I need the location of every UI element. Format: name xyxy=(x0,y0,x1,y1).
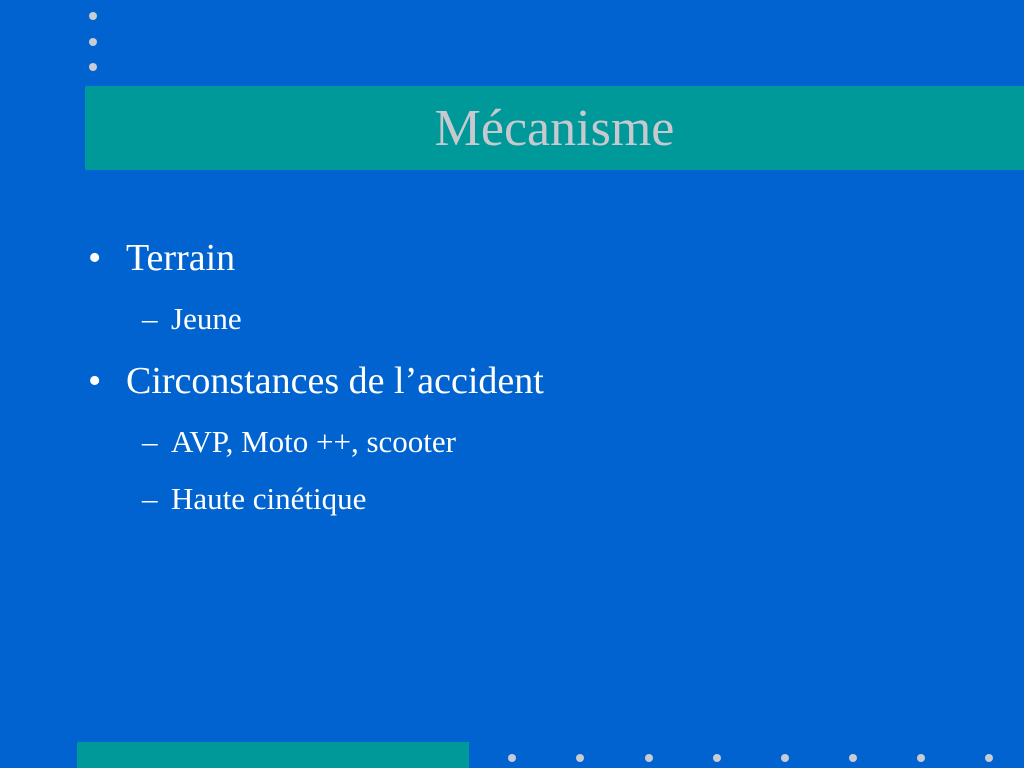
decorative-dot xyxy=(576,754,584,762)
decorative-dot xyxy=(89,63,97,71)
title-band xyxy=(85,86,1024,170)
sub-bullet-text: Haute cinétique xyxy=(171,481,367,516)
decorative-dot xyxy=(917,754,925,762)
decorative-dot xyxy=(781,754,789,762)
decorative-dot xyxy=(508,754,516,762)
bullet-text: Terrain xyxy=(126,237,236,279)
bullet-marker: • xyxy=(88,360,102,402)
sub-bullet-marker: – xyxy=(142,301,158,336)
bullet-marker: • xyxy=(88,237,102,279)
decorative-dot xyxy=(89,12,97,20)
sub-bullet-text: AVP, Moto ++, scooter xyxy=(171,424,456,459)
decorative-dot xyxy=(849,754,857,762)
footer-band xyxy=(77,742,469,768)
sub-bullet-marker: – xyxy=(142,424,158,459)
decorative-dot xyxy=(89,38,97,46)
sub-bullet-marker: – xyxy=(142,481,158,516)
decorative-dot xyxy=(645,754,653,762)
sub-bullet-text: Jeune xyxy=(171,301,242,336)
bullet-text: Circonstances de l’accident xyxy=(126,360,544,402)
slide-title: Mécanisme xyxy=(434,99,675,157)
decorative-dot xyxy=(713,754,721,762)
decorative-dot xyxy=(985,754,993,762)
